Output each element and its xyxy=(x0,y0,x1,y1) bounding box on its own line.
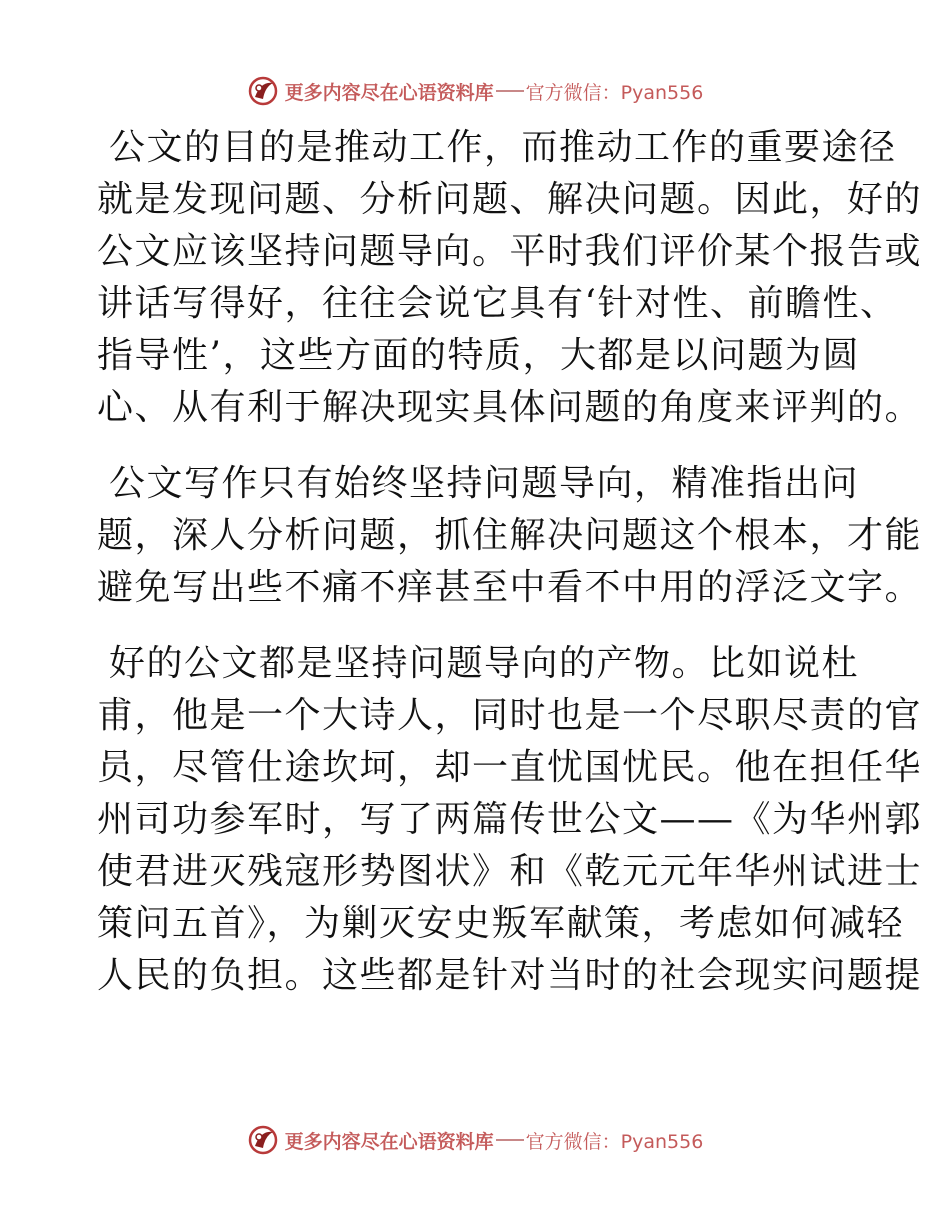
text-line: 避免写出些不痛不痒甚至中看不中用的浮泛文字。 xyxy=(97,567,923,608)
text-line: 公文应该坚持问题导向。平时我们评价某个报告或 xyxy=(97,231,923,272)
text-line: 指导性’，这些方面的特质，大都是以问题为圆 xyxy=(97,335,860,376)
text-line: 使君进灭残寇形势图状》和《乾元元年华州试进士 xyxy=(97,851,923,892)
text-line: 甫，他是一个大诗人，同时也是一个尽职尽责的官 xyxy=(97,695,923,736)
brand-logo-icon xyxy=(247,75,279,107)
paragraph-1 xyxy=(97,122,923,434)
text-line: 公文写作只有始终坚持问题导向，精准指出问 xyxy=(109,463,860,504)
text-line: 讲话写得好，往往会说它具有‘针对性、前瞻性、 xyxy=(97,283,898,324)
brand-logo-icon xyxy=(247,1124,279,1156)
header-wechat: 官方微信：Pyan556 xyxy=(525,81,704,104)
document-body xyxy=(97,122,923,1002)
footer-wechat: 官方微信：Pyan556 xyxy=(525,1130,704,1153)
paragraph-3 xyxy=(97,638,923,1002)
header-dash xyxy=(496,90,524,92)
footer-banner xyxy=(0,1120,950,1160)
text-line: 州司功参军时，写了两篇传世公文——《为华州郭 xyxy=(97,799,923,840)
text-line: 心、从有利于解决现实具体问题的角度来评判的。 xyxy=(97,387,923,428)
text-line: 就是发现问题、分析问题、解决问题。因此，好的 xyxy=(97,179,923,220)
footer-site-name: 更多内容尽在心语资料库 xyxy=(284,1130,494,1153)
text-line: 人民的负担。这些都是针对当时的社会现实问题提 xyxy=(97,955,923,996)
header-banner xyxy=(0,71,950,111)
paragraph-2 xyxy=(97,458,923,614)
footer-dash xyxy=(496,1139,524,1141)
text-line: 员，尽管仕途坎坷，却一直忧国忧民。他在担任华 xyxy=(97,747,923,788)
text-line: 题，深人分析问题，抓住解决问题这个根本，才能 xyxy=(97,515,923,556)
header-site-name: 更多内容尽在心语资料库 xyxy=(284,81,494,104)
text-line: 策问五首》，为剿灭安史叛军献策，考虑如何减轻 xyxy=(97,903,905,944)
text-line: 好的公文都是坚持问题导向的产物。比如说杜 xyxy=(109,643,860,684)
text-line: 公文的目的是推动工作，而推动工作的重要途径 xyxy=(109,127,897,168)
